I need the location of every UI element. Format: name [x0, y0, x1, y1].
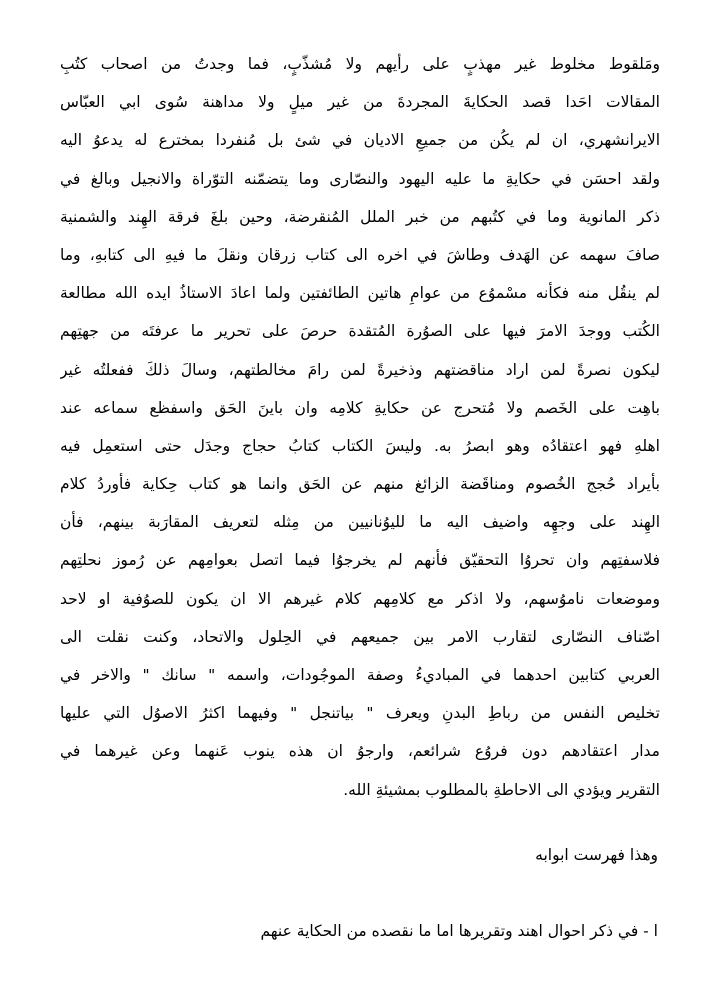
- text-line: الكُتب ووجدَ الامرَ فيها على الصوُرة المُتقدة حرصَ على تحرير ما عرفتَه من جهتِهم: [60, 322, 660, 341]
- text-line: لم ينقُل منه فكأنه مسْموُع من عوامِ هاتين الطائفتين ولما اعادَ الاستاذُ ايده الله مطالعة: [60, 284, 660, 303]
- text-line: اهلهِ فهو اعتقادُه وهو ابصرُ به. وليسَ الكتاب كتابُ حجاج وجدَل حتى استعمِل فيه: [60, 436, 660, 455]
- text-line: التقرير ويؤدي الى الاحاطةِ بالمطلوب بمشيئةِ الله.: [343, 780, 660, 799]
- table-of-contents-heading: وهذا فهرست ابوابه: [535, 846, 658, 864]
- text-line: ومَلقوط مخلوط غير مهذبٍ على رأيهم ولا مُشذّبٍ، فما وجدتُ من اصحاب كتُبِ: [60, 55, 660, 73]
- text-line: الايرانشهري، ان لم يكُن من جميعِ الاديان في شئ بل مُنفردا بمخترع له يدعوُ اليه: [60, 131, 660, 150]
- text-line: مدار اعتقادهم دون فروُع شرائعم، وارجوُ ان هذه ينوب عَنهما وعن غيرهما في: [60, 742, 660, 761]
- text-line: فلاسفتِهم وان تحروُا التحقيّق فأنهم لم يخرجوُا فيما اتصل بعوامِهم عن رُموز نحلتِهم: [60, 551, 660, 570]
- text-line: بأيراد حُجج الخُصوم ومناقَضة الزائغ منهم عن الحَق وانما هو كتاب حِكاية فأوردُ كلام: [60, 475, 660, 494]
- body-paragraph: [60, 45, 660, 809]
- text-line: ليكون نصرةً لمن اراد مناقضتهم وذخيرةً لمن رامَ مخالطتهم، وسالَ ذلكَ ففعلتُه غير: [60, 360, 660, 379]
- table-of-contents-item: ا - في ذكر احوال اهند وتقريرها اما ما نقصده من الحكاية عنهم: [260, 922, 658, 940]
- text-line: المقالات احَدا قصد الحكايةَ المجردةَ من غير ميلٍ ولا مداهنة سُوى ابي العبّاس: [60, 93, 660, 112]
- text-line: اصّناف النصّارى لتقارب الامر بين جميعهم في الحِلول والاتحاد، وكنت نقلت الى: [60, 627, 660, 646]
- text-line: ذكر المانوية وما في كتُبهم من خبر الملل المُنقرضة، وحين بلغَ فرقة الهِند والشمنية: [60, 207, 660, 226]
- text-line: وموضعات ناموُسهم، ولا اذكر مع كلامِهم كلام غيرهم الا ان يكون للصوُفية او لاحد: [60, 589, 660, 608]
- text-line: الهِند على وجهِه واضيف اليه ما لليوُنانيين من مِثله لتعريف المقارَبة بينهم، فأن: [60, 513, 660, 532]
- text-line: تخليص النفس من رباطِ البدنِ ويعرف " بياتنجل " وفيهما اكثرُ الاصوُل التي عليها: [60, 704, 660, 723]
- text-line: باهِت على الخَصم ولا مُتحرج عن حكايةِ كلامِه وان باينَ الحَق واسفظع سماعه عند: [60, 398, 660, 417]
- text-line: العربي كتابين احدهما في المباديءُ وصفة الموجُودات، واسمه " سانك " والاخر في: [60, 666, 660, 684]
- text-line: ولقد احسَن في حكايةِ ما عليه اليهود والنصّارى وما يتضمّنه التوّراة والانجيل وبالغ في: [60, 169, 660, 188]
- text-line: صافَ سهمه عن الهَدف وطاشَ في اخره الى كتاب زرقان ونقلَ ما فيهِ الى كتابهِ، وما: [60, 245, 660, 264]
